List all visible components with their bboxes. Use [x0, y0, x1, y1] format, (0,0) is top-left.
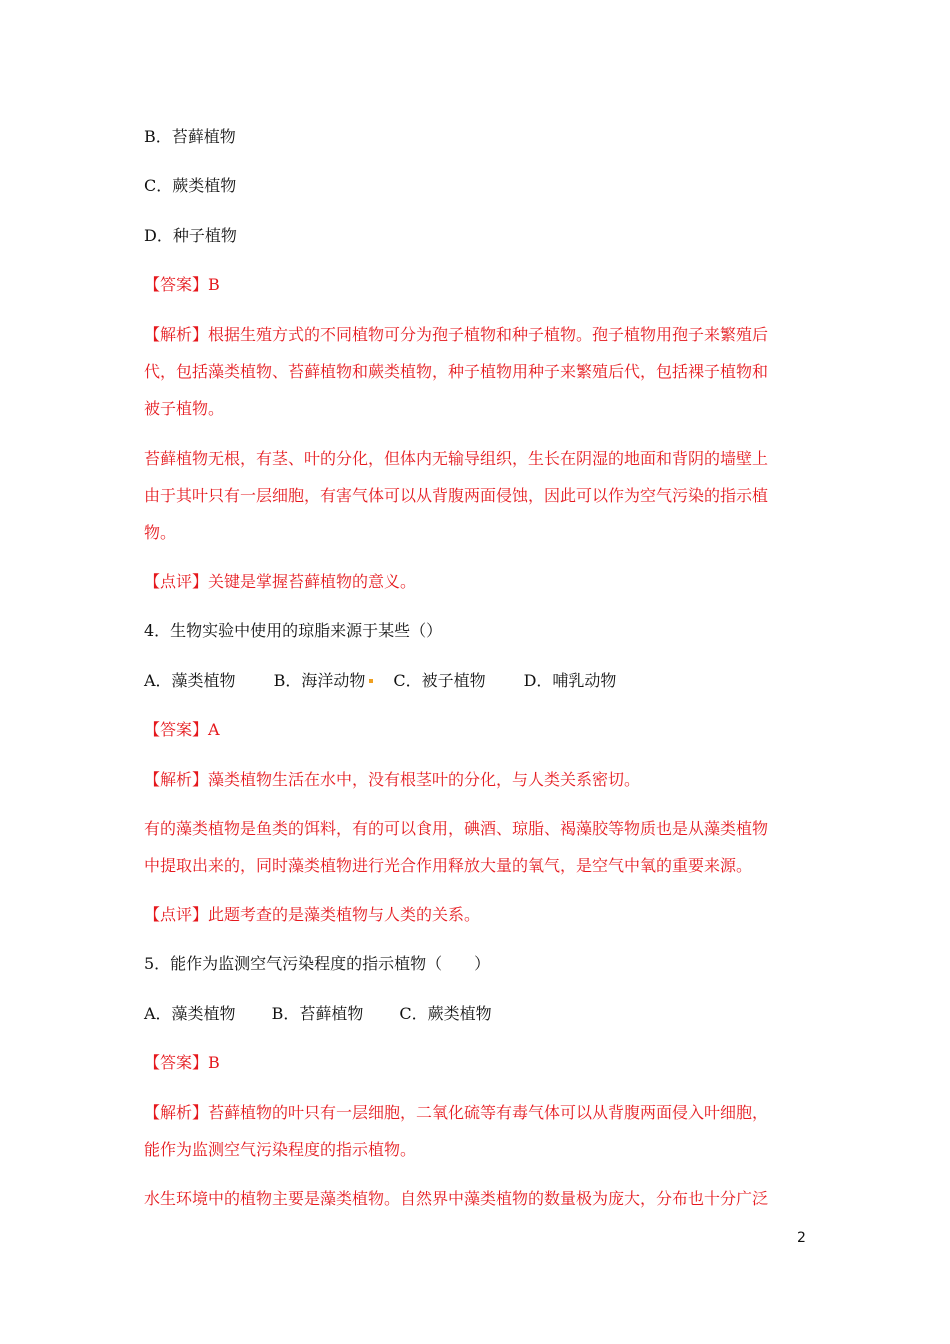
- q5-option-b: B．苔藓植物: [271, 1004, 364, 1023]
- analysis-text: 藻类植物生活在水中，没有根茎叶的分化，与人类关系密切。: [208, 770, 641, 789]
- analysis-text: 根据生殖方式的不同植物可分为孢子植物和种子植物。孢子植物用孢子来繁殖后: [208, 325, 769, 344]
- answer-tag: 【答案】: [144, 720, 209, 739]
- q4-option-d: D．哺乳动物: [523, 671, 617, 690]
- analysis-tag: 【解析】: [144, 325, 209, 344]
- answer-tag: 【答案】: [144, 1053, 209, 1072]
- q4-option-a: A．藻类植物: [144, 671, 236, 690]
- q3-option-c: C．蕨类植物: [144, 176, 237, 195]
- q3-analysis-para2-line-2: 由于其叶只有一层细胞，有害气体可以从背腹两面侵蚀，因此可以作为空气污染的指示植: [144, 486, 769, 505]
- q4-option-b: B．海洋动物: [273, 671, 366, 690]
- q5-answer: [144, 1053, 220, 1073]
- q4-analysis-line-1: [144, 770, 640, 790]
- answer-value: B: [208, 1053, 220, 1072]
- comment-text: 此题考查的是藻类植物与人类的关系。: [208, 905, 481, 924]
- comment-tag: 【点评】: [144, 572, 209, 591]
- q3-option-d: D．种子植物: [144, 226, 237, 245]
- analysis-tag: 【解析】: [144, 1103, 209, 1122]
- analysis-text: 苔藓植物的叶只有一层细胞，二氧化硫等有毒气体可以从背腹两面侵入叶细胞，: [208, 1103, 769, 1122]
- q3-analysis-para2-line-1: 苔藓植物无根，有茎、叶的分化，但体内无输导组织，生长在阴湿的地面和背阴的墙壁上: [144, 449, 769, 468]
- analysis-tag: 【解析】: [144, 770, 209, 789]
- answer-value: B: [208, 275, 220, 294]
- highlight-dot: [369, 679, 373, 683]
- comment-text: 关键是掌握苔藓植物的意义。: [208, 572, 417, 591]
- q4-question: 4．生物实验中使用的琼脂来源于某些（）: [144, 621, 443, 640]
- q4-analysis-para2-line-2: 中提取出来的，同时藻类植物进行光合作用释放大量的氧气，是空气中氧的重要来源。: [144, 856, 753, 875]
- q4-comment: [144, 905, 480, 925]
- q4-options: [144, 671, 616, 691]
- comment-tag: 【点评】: [144, 905, 209, 924]
- q3-analysis-line-3: 被子植物。: [144, 399, 225, 418]
- q5-question: 5．能作为监测空气污染程度的指示植物（ ）: [144, 954, 491, 973]
- q3-analysis-line-2: 代，包括藻类植物、苔藓植物和蕨类植物，种子植物用种子来繁殖后代，包括裸子植物和: [144, 362, 769, 381]
- q5-analysis-line-2: 能作为监测空气污染程度的指示植物。: [144, 1140, 417, 1159]
- q3-analysis-para2-line-3: 物。: [144, 523, 177, 542]
- q4-analysis-para2-line-1: 有的藻类植物是鱼类的饵料，有的可以食用，碘酒、琼脂、褐藻胶等物质也是从藻类植物: [144, 819, 769, 838]
- q4-option-c: C．被子植物: [393, 671, 486, 690]
- q4-answer: [144, 720, 220, 740]
- q5-option-a: A．藻类植物: [144, 1004, 236, 1023]
- q3-answer: [144, 275, 220, 295]
- q3-option-b: B．苔藓植物: [144, 127, 236, 146]
- page-number: 2: [797, 1230, 806, 1246]
- answer-tag: 【答案】: [144, 275, 209, 294]
- q5-analysis-line-1: [144, 1103, 768, 1123]
- q5-option-c: C．蕨类植物: [399, 1004, 492, 1023]
- q5-options: [144, 1004, 492, 1024]
- q3-comment: [144, 572, 416, 592]
- answer-value: A: [208, 720, 220, 739]
- q3-analysis-line-1: [144, 325, 768, 345]
- q5-analysis-para2-line-1: 水生环境中的植物主要是藻类植物。自然界中藻类植物的数量极为庞大，分布也十分广泛: [144, 1189, 769, 1208]
